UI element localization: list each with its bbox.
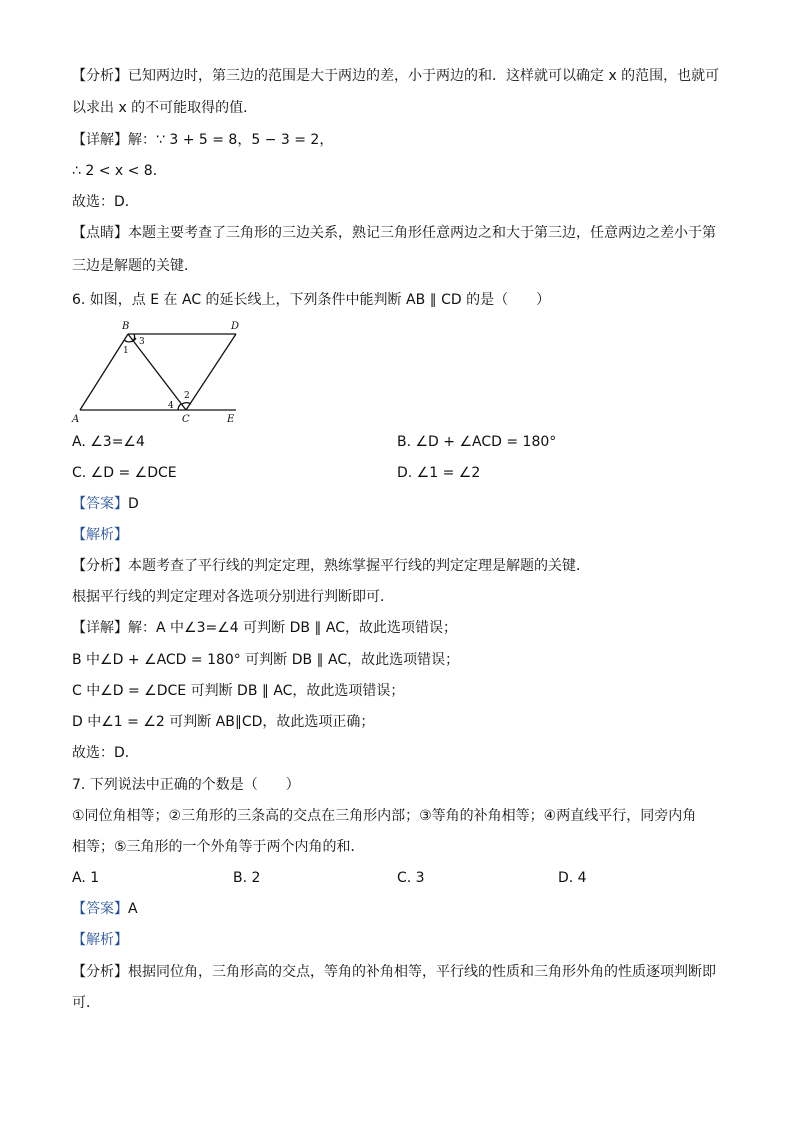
analysis-tag: 【分析】 bbox=[72, 68, 128, 84]
segment-dc bbox=[186, 334, 236, 410]
label-angle-4: 4 bbox=[168, 401, 174, 411]
answer-tag: 【答案】 bbox=[72, 901, 128, 917]
label-angle-1: 1 bbox=[123, 346, 129, 356]
label-c: C bbox=[182, 414, 190, 425]
q7-option-c: C. 3 bbox=[397, 870, 425, 886]
q6-geometry-figure bbox=[70, 318, 250, 432]
comment-tag: 【点睛】 bbox=[72, 225, 128, 241]
q5-comment-line-1 bbox=[72, 223, 716, 243]
q5-analysis-line-1 bbox=[72, 66, 719, 86]
q5-analysis-line-2: 以求出 x 的不可能取得的值． bbox=[72, 100, 258, 116]
q6-option-d: D. ∠1 = ∠2 bbox=[397, 465, 481, 481]
q6-analysis-line-1 bbox=[72, 556, 590, 576]
q6-choice: 故选：D． bbox=[72, 745, 139, 761]
q7-statements-line-1: ①同位角相等；②三角形的三条高的交点在三角形内部；③等角的补角相等；④两直线平行，同旁内角 bbox=[72, 808, 697, 824]
q6-analysis-line-2: 根据平行线的判定定理对各选项分别进行判断即可． bbox=[72, 589, 394, 605]
segment-bc bbox=[128, 334, 186, 410]
q7-explain-tag: 【解析】 bbox=[72, 932, 128, 948]
parallelogram-diagram bbox=[70, 318, 250, 428]
q7-option-a: A. 1 bbox=[72, 870, 100, 886]
q6-detail-line-1 bbox=[72, 618, 457, 638]
analysis-text: 已知两边时，第三边的范围是大于两边的差，小于两边的和．这样就可以确定 x 的范围，也就可 bbox=[128, 68, 720, 84]
q7-stem: 7. 下列说法中正确的个数是（ ） bbox=[72, 777, 300, 793]
detail-tag: 【详解】 bbox=[72, 620, 128, 636]
q5-detail-line-2: ∴ 2 < x < 8． bbox=[72, 163, 167, 179]
detail-tag: 【详解】 bbox=[72, 132, 128, 148]
q6-stem: 6. 如图，点 E 在 AC 的延长线上，下列条件中能判断 AB ∥ CD 的是（ ） bbox=[72, 292, 551, 308]
detail-text: 解：∵ 3 + 5 = 8，5 − 3 = 2， bbox=[128, 132, 334, 148]
angle-arc-4 bbox=[178, 404, 181, 410]
q6-detail-line-3: C 中∠D = ∠DCE 可判断 DB ∥ AC，故此选项错误； bbox=[72, 683, 405, 699]
analysis-text: 根据同位角，三角形高的交点，等角的补角相等，平行线的性质和三角形外角的性质逐项判断即 bbox=[128, 964, 716, 980]
analysis-text: 本题考查了平行线的判定定理，熟练掌握平行线的判定定理是解题的关键． bbox=[128, 558, 590, 574]
answer-tag: 【答案】 bbox=[72, 496, 128, 512]
q6-option-c: C. ∠D = ∠DCE bbox=[72, 465, 177, 481]
label-angle-3: 3 bbox=[139, 337, 145, 347]
q7-option-b: B. 2 bbox=[233, 870, 261, 886]
answer-value: A bbox=[128, 901, 138, 917]
q7-option-d: D. 4 bbox=[558, 870, 587, 886]
label-e: E bbox=[227, 414, 235, 425]
q6-option-a: A. ∠3=∠4 bbox=[72, 434, 145, 450]
analysis-tag: 【分析】 bbox=[72, 558, 128, 574]
q7-statements-line-2: 相等；⑤三角形的一个外角等于两个内角的和． bbox=[72, 839, 365, 855]
q5-comment-line-2: 三边是解题的关键． bbox=[72, 258, 198, 274]
label-b: B bbox=[122, 321, 130, 332]
q7-analysis-line-2: 可． bbox=[72, 995, 100, 1011]
label-angle-2: 2 bbox=[184, 391, 190, 401]
q7-answer bbox=[72, 899, 138, 919]
angle-arc-3 bbox=[133, 334, 135, 341]
q6-option-b: B. ∠D + ∠ACD = 180° bbox=[397, 434, 557, 450]
detail-text: 解：A 中∠3=∠4 可判断 DB ∥ AC，故此选项错误； bbox=[128, 620, 457, 636]
q6-explain-tag: 【解析】 bbox=[72, 527, 128, 543]
comment-text: 本题主要考查了三角形的三边关系，熟记三角形任意两边之和大于第三边，任意两边之差小于第 bbox=[128, 225, 716, 241]
segment-ab bbox=[80, 334, 128, 410]
q5-choice: 故选：D． bbox=[72, 194, 139, 210]
answer-value: D bbox=[128, 496, 139, 512]
label-d: D bbox=[231, 321, 240, 332]
q7-analysis-line-1 bbox=[72, 962, 716, 982]
q6-answer bbox=[72, 494, 139, 514]
q6-detail-line-2: B 中∠D + ∠ACD = 180° 可判断 DB ∥ AC，故此选项错误； bbox=[72, 652, 460, 668]
q5-detail-line-1 bbox=[72, 130, 333, 150]
label-a: A bbox=[72, 414, 80, 425]
angle-arc-2 bbox=[182, 403, 191, 404]
analysis-tag: 【分析】 bbox=[72, 964, 128, 980]
q6-detail-line-4: D 中∠1 = ∠2 可判断 AB∥CD，故此选项正确； bbox=[72, 714, 375, 730]
